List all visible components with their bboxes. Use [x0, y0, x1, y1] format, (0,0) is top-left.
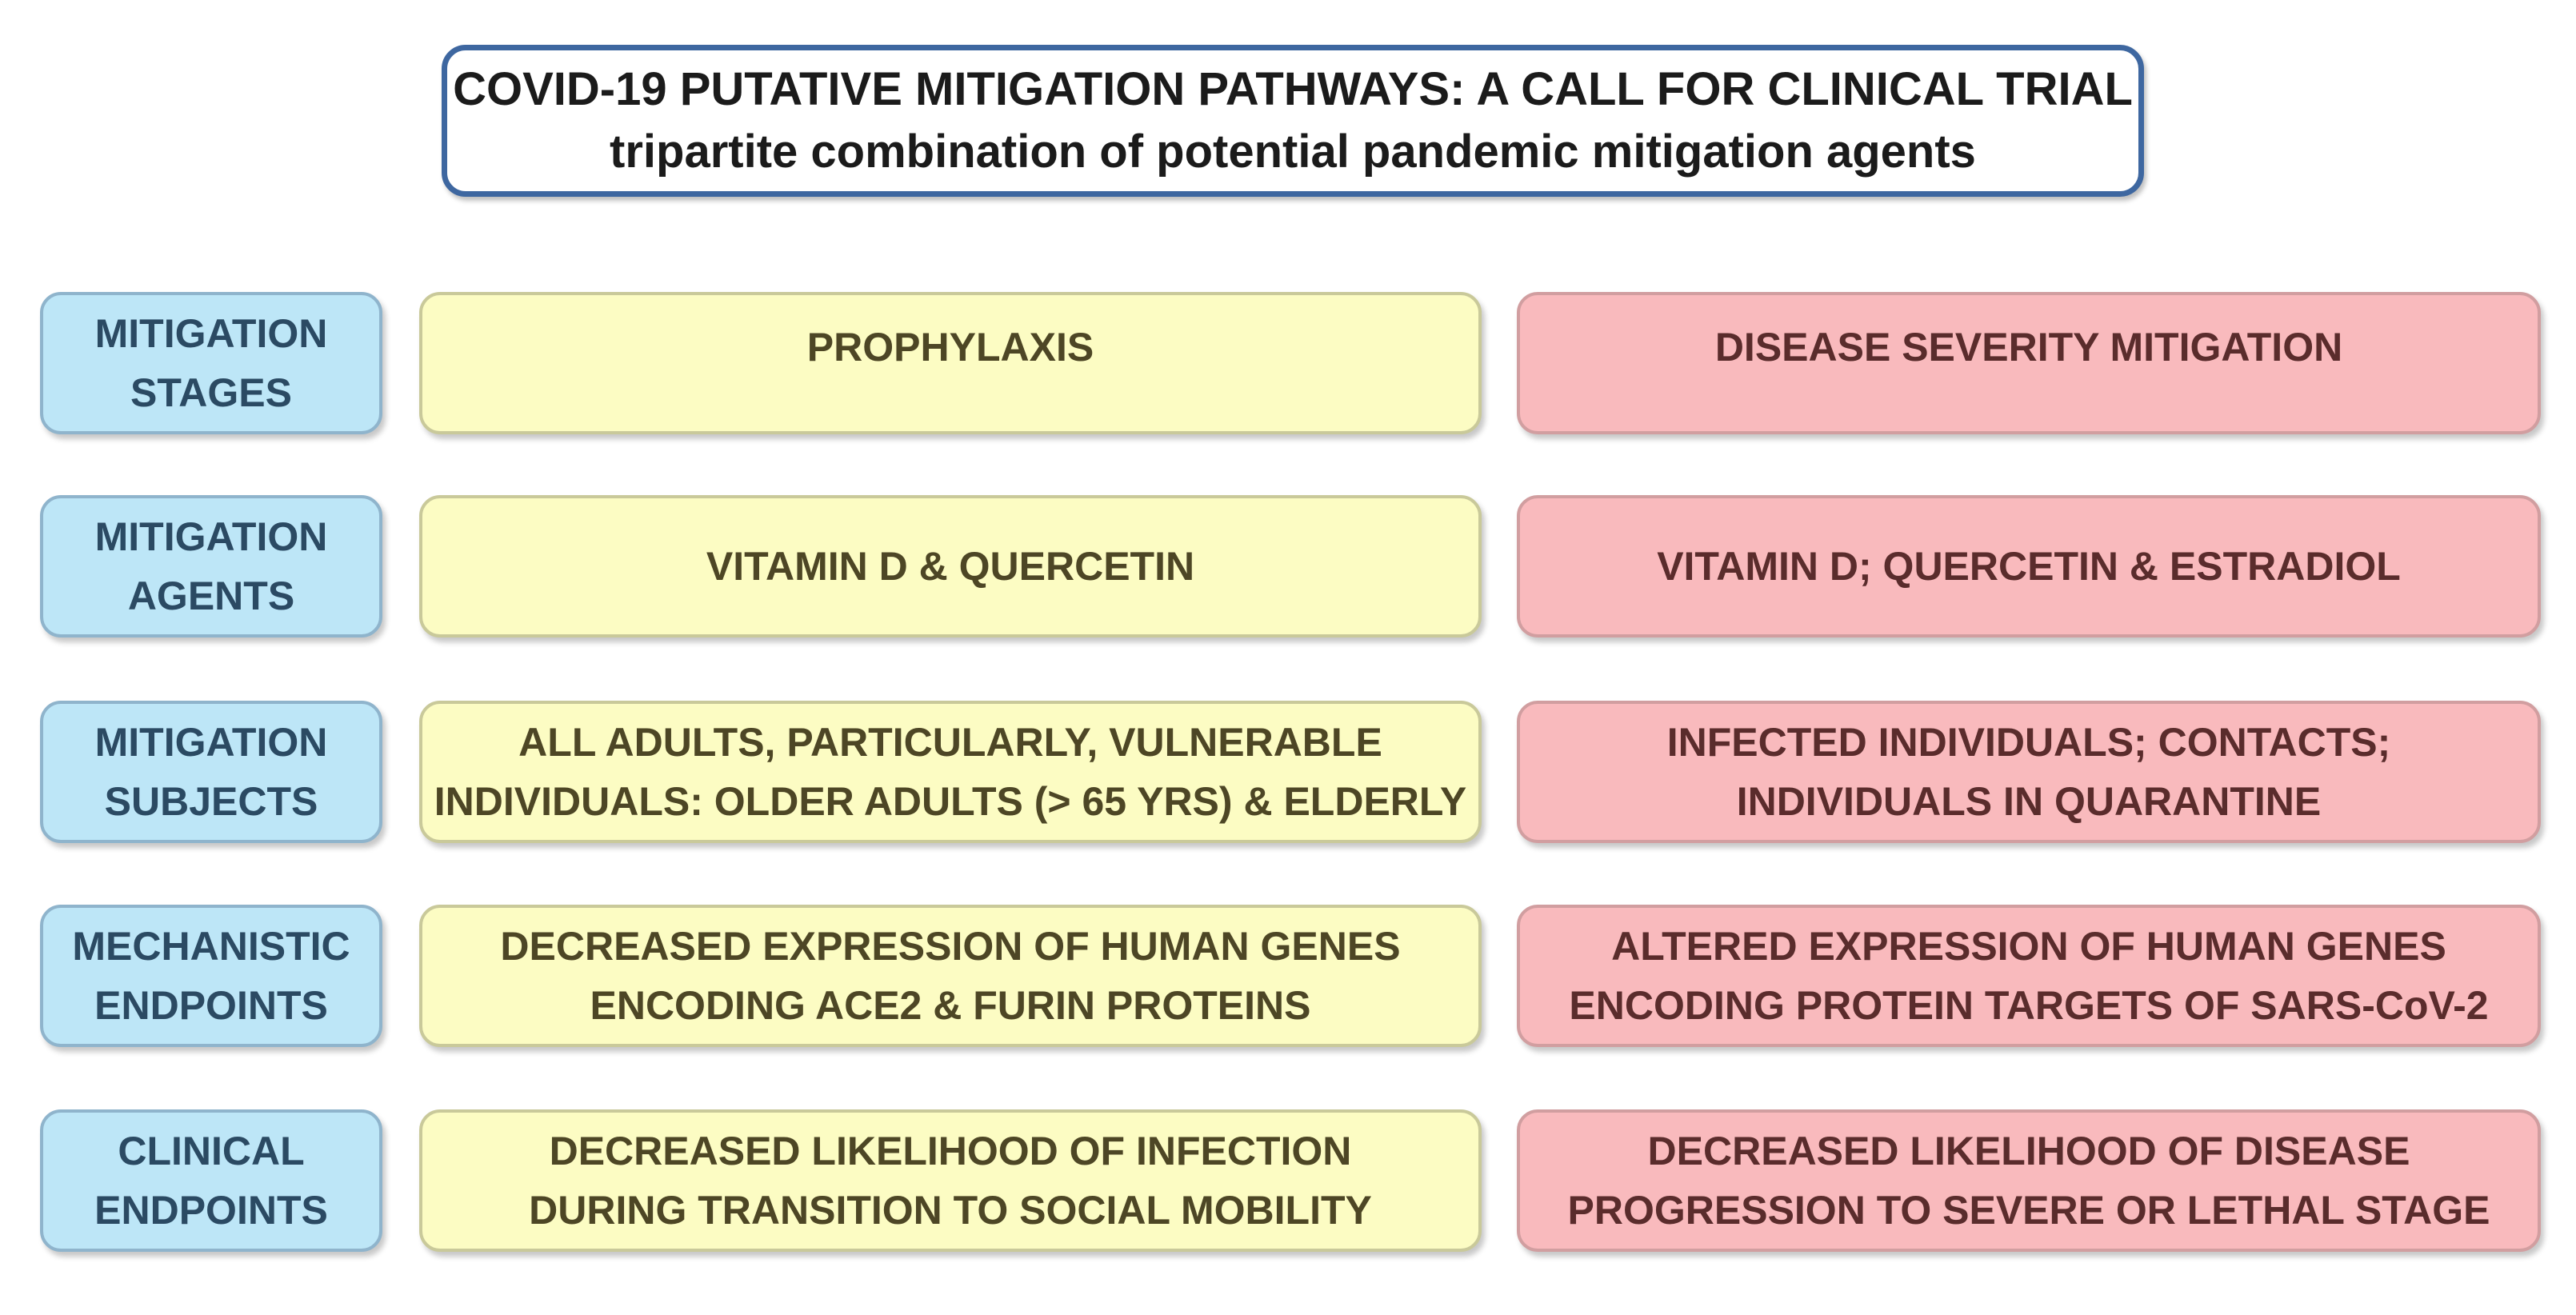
prophylaxis-text: VITAMIN D & QUERCETIN	[706, 544, 1195, 589]
row-label-line: ENDPOINTS	[94, 983, 328, 1028]
severity-box	[1517, 1109, 2541, 1252]
row-mechanistic-endpoints	[0, 905, 2576, 1047]
severity-text: DISEASE SEVERITY MITIGATION	[1714, 325, 2343, 370]
severity-text: VITAMIN D; QUERCETIN & ESTRADIOL	[1657, 544, 2401, 589]
prophylaxis-box	[419, 905, 1482, 1047]
prophylaxis-box	[419, 495, 1482, 638]
severity-box	[1517, 495, 2541, 638]
prophylaxis-text: DURING TRANSITION TO SOCIAL MOBILITY	[529, 1188, 1372, 1233]
prophylaxis-box	[419, 292, 1482, 434]
row-label-box	[40, 1109, 382, 1252]
prophylaxis-text: ENCODING ACE2 & FURIN PROTEINS	[590, 983, 1311, 1028]
severity-text: ENCODING PROTEIN TARGETS OF SARS-CoV-2	[1569, 983, 2489, 1028]
row-label-line: MITIGATION	[94, 514, 328, 559]
row-label-box	[40, 905, 382, 1047]
row-mitigation-stages	[0, 292, 2576, 434]
row-label-line: AGENTS	[127, 574, 295, 618]
prophylaxis-box	[419, 701, 1482, 843]
severity-text: DECREASED LIKELIHOOD OF DISEASE	[1647, 1129, 2410, 1173]
row-clinical-endpoints	[0, 1109, 2576, 1252]
diagram-subtitle: tripartite combination of potential pandemic mitigation agents	[610, 126, 1976, 178]
severity-box	[1517, 701, 2541, 843]
row-label-box	[40, 701, 382, 843]
row-label-line: CLINICAL	[118, 1129, 305, 1173]
row-label-line: STAGES	[130, 370, 292, 415]
severity-text: INDIVIDUALS IN QUARANTINE	[1736, 779, 2322, 824]
row-mitigation-agents	[0, 495, 2576, 638]
prophylaxis-text: PROPHYLAXIS	[806, 325, 1094, 370]
row-label-line: ENDPOINTS	[94, 1188, 328, 1233]
severity-text: PROGRESSION TO SEVERE OR LETHAL STAGE	[1567, 1188, 2490, 1233]
row-label-box	[40, 292, 382, 434]
row-label-line: MITIGATION	[94, 720, 328, 765]
row-label-box	[40, 495, 382, 638]
severity-box	[1517, 292, 2541, 434]
prophylaxis-box	[419, 1109, 1482, 1252]
diagram-title: COVID-19 PUTATIVE MITIGATION PATHWAYS: A CALL FOR CLINICAL TRIAL	[453, 63, 2133, 115]
severity-box	[1517, 905, 2541, 1047]
prophylaxis-text: DECREASED LIKELIHOOD OF INFECTION	[549, 1129, 1352, 1173]
row-label-line: MECHANISTIC	[72, 924, 350, 969]
row-label-line: MITIGATION	[94, 311, 328, 356]
severity-text: INFECTED INDIVIDUALS; CONTACTS;	[1666, 720, 2391, 765]
diagram-title-box	[442, 45, 2144, 197]
prophylaxis-text: INDIVIDUALS: OLDER ADULTS (> 65 YRS) & ELDERLY	[434, 779, 1467, 824]
row-label-line: SUBJECTS	[104, 779, 318, 824]
prophylaxis-text: DECREASED EXPRESSION OF HUMAN GENES	[500, 924, 1401, 969]
row-mitigation-subjects	[0, 701, 2576, 843]
prophylaxis-text: ALL ADULTS, PARTICULARLY, VULNERABLE	[518, 720, 1382, 765]
severity-text: ALTERED EXPRESSION OF HUMAN GENES	[1611, 924, 2446, 969]
